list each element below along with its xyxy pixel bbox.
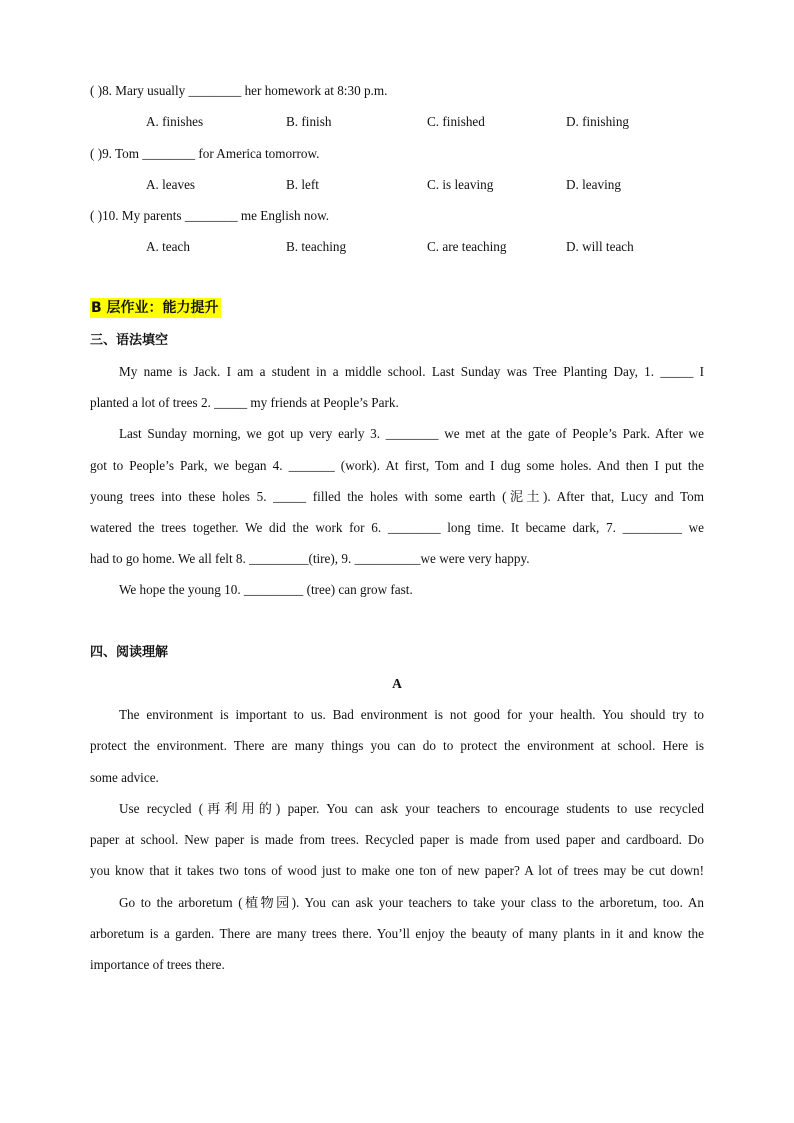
- part3-line-6: watered the trees together. We did the work for 6. ________ long time. It became dark, 7. _________ we: [90, 520, 704, 535]
- q9-option-b: B. left: [286, 177, 319, 192]
- q9-option-d: D. leaving: [566, 177, 621, 192]
- part4-heading: 四、阅读理解: [90, 645, 169, 660]
- passage-line-6: you know that it takes two tons of wood just to make one ton of new paper? A lot of trees may be cut down!: [90, 863, 704, 878]
- q8-option-b: B. finish: [286, 114, 332, 129]
- question-8-stem: ( )8. Mary usually ________ her homework at 8:30 p.m.: [90, 83, 388, 98]
- section-b-title-text: B 层作业：能力提升: [91, 300, 219, 316]
- passage-line-1: The environment is important to us. Bad environment is not good for your health. You should try to: [119, 707, 704, 722]
- section-b-title: [90, 300, 221, 317]
- q10-option-d: D. will teach: [566, 239, 634, 254]
- passage-line-7: Go to the arboretum (植物园). You can ask your teachers to take your class to the arboretum, too. An: [119, 895, 704, 910]
- question-9-stem: ( )9. Tom ________ for America tomorrow.: [90, 146, 320, 161]
- part3-line-4: got to People’s Park, we began 4. _______ (work). At first, Tom and I dug some holes. And then I put the: [90, 458, 704, 473]
- q9-option-c: C. is leaving: [427, 177, 494, 192]
- part3-line-3: Last Sunday morning, we got up very early 3. ________ we met at the gate of People’s Park. After we: [119, 426, 704, 441]
- part3-line-1: My name is Jack. I am a student in a middle school. Last Sunday was Tree Planting Day, 1. _____ I: [119, 364, 704, 379]
- part3-line-5: young trees into these holes 5. _____ filled the holes with some earth (泥土). After that, Lucy and Tom: [90, 489, 704, 504]
- part3-line-2: planted a lot of trees 2. _____ my friends at People’s Park.: [90, 395, 399, 410]
- passage-label: A: [392, 676, 402, 691]
- part3-heading: 三、语法填空: [90, 333, 169, 348]
- q9-option-a: A. leaves: [146, 177, 196, 192]
- passage-line-4: Use recycled (再利用的) paper. You can ask your teachers to encourage students to use recycled: [119, 801, 704, 816]
- q10-option-b: B. teaching: [286, 239, 347, 254]
- part3-line-7: had to go home. We all felt 8. _________(tire), 9. __________we were very happy.: [90, 551, 530, 566]
- question-10-stem: ( )10. My parents ________ me English now.: [90, 208, 330, 223]
- passage-line-2: protect the environment. There are many things you can do to protect the environment at school. Here is: [90, 738, 704, 753]
- q8-option-c: C. finished: [427, 114, 485, 129]
- passage-line-5: paper at school. New paper is made from trees. Recycled paper is made from used paper and cardboard. Do: [90, 832, 704, 847]
- q8-option-a: A. finishes: [146, 114, 204, 129]
- q8-option-d: D. finishing: [566, 114, 630, 129]
- passage-line-8: arboretum is a garden. There are many trees there. You’ll enjoy the beauty of many plants in it and know the: [90, 926, 704, 941]
- q10-option-a: A. teach: [146, 239, 190, 254]
- part3-line-8: We hope the young 10. _________ (tree) can grow fast.: [119, 582, 413, 597]
- q10-option-c: C. are teaching: [427, 239, 507, 254]
- passage-line-9: importance of trees there.: [90, 957, 225, 972]
- passage-line-3: some advice.: [90, 770, 159, 785]
